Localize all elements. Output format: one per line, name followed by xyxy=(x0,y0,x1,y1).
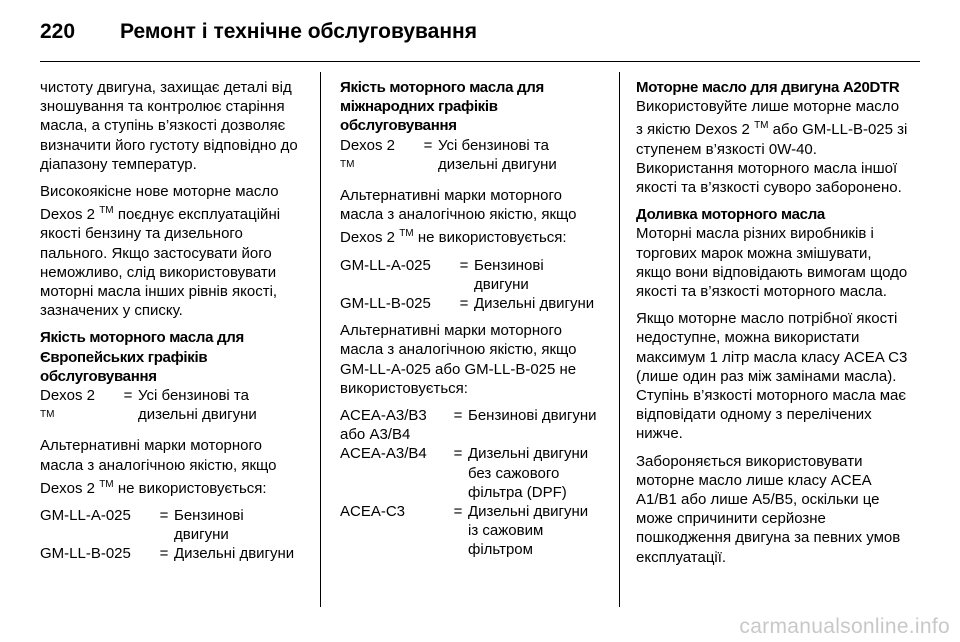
spec-value: Дизельні двигуни xyxy=(174,545,295,563)
paragraph: Якщо моторне масло потрібної якості недоступне, можна використати максимум 1 літр масла класу ACEA C3 (лише один раз між замінами масла). Ступінь в’язкості моторного масла має відповідати одному з перелічених нижче. xyxy=(636,310,908,443)
spec-key: ACEA-C3 xyxy=(340,503,406,521)
spec-eq: = xyxy=(453,445,463,463)
section-heading: Якість моторного масла для Європейських графіків обслуговування xyxy=(40,329,244,385)
text: Dexos 2 xyxy=(340,136,396,154)
paragraph xyxy=(636,97,908,197)
text: не використовується: xyxy=(113,479,267,497)
spec-value: Дизельні двигуни без сажового фільтра (DPF) xyxy=(468,445,589,501)
page-header xyxy=(40,12,477,52)
text: Dexos 2 xyxy=(40,387,96,405)
paragraph: чистоту двигуна, захищає деталі від зношування та контролює старіння масла, а ступінь в’язкості дозволяє визначити його густоту відповідно до діапазону температур. xyxy=(40,79,298,173)
header-rule xyxy=(40,61,920,62)
spec-value: Дизельні двигуни xyxy=(474,295,595,313)
spec-eq: = xyxy=(453,503,463,521)
paragraph xyxy=(340,186,602,248)
paragraph: Альтернативні марки моторного масла з аналогічною якістю, якщо GM-LL-A-025 або GM-LL-B-025 не використовується: xyxy=(340,322,577,397)
spec-key: ACEA-A3/B4 xyxy=(340,445,427,463)
spec-key: GM-LL-B-025 xyxy=(340,295,431,313)
paragraph xyxy=(40,436,302,498)
spec-table xyxy=(340,406,602,560)
column-2 xyxy=(340,78,602,568)
trademark: TM xyxy=(40,409,55,421)
paragraph: Забороняється використовувати моторне масло лише класу ACEA A1/B1 або лише A5/B5, оскільки це може спричинити серйозне пошкодження двигуна за певних умов експлуатації. xyxy=(636,452,901,566)
spec-eq: = xyxy=(459,256,469,274)
trademark: TM xyxy=(340,158,355,170)
trademark: TM xyxy=(754,120,769,132)
text: Високоякісне нове моторне масло Dexos 2 xyxy=(40,183,279,224)
spec-key: ACEA-A3/B3 або A3/B4 xyxy=(340,407,427,444)
spec-eq: = xyxy=(159,507,169,525)
text: не використовується: xyxy=(413,229,567,247)
trademark: TM xyxy=(99,478,114,490)
spec-eq: = xyxy=(123,387,133,405)
text: або GM-LL-B-025 зі ступенем в’язкості 0W-40. Використання моторного масла іншої якості та в’язкості суворо заборонено. xyxy=(636,121,908,197)
column-divider-1 xyxy=(320,72,321,607)
spec-value: Дизельні двигуни із сажовим фільтром xyxy=(468,503,589,559)
paragraph xyxy=(40,182,302,320)
text: Альтернативні марки моторного масла з аналогічною якістю, якщо Dexos 2 xyxy=(40,437,277,497)
spec-value: Бензинові двигуни xyxy=(174,507,244,544)
spec-value: Усі бензинові та дизельні двигуни xyxy=(138,387,257,424)
text: Альтернативні марки моторного масла з аналогічною якістю, якщо Dexos 2 xyxy=(340,187,577,247)
paragraph: Моторні масла різних виробників і торгових марок можна змішувати, якщо вони відповідають вимогам щодо якості та в’язкості моторного масла. xyxy=(636,225,908,301)
page-title: Ремонт і технічне обслуговування xyxy=(120,20,477,43)
section-heading: Якість моторного масла для міжнародних графіків обслуговування xyxy=(340,79,544,135)
spec-key xyxy=(340,136,418,178)
spec-table xyxy=(40,386,302,428)
text: поєднує експлуатаційні якості бензину та дизельного пального. Якщо застосувати його неможливо, слід використовувати моторні масла інших рівнів якості, зазначених у списку. xyxy=(40,206,281,320)
spec-value: Бензинові двигуни xyxy=(468,407,597,425)
column-3 xyxy=(636,78,908,575)
section-heading: Доливка моторного масла xyxy=(636,206,825,224)
spec-eq: = xyxy=(453,407,463,425)
spec-eq: = xyxy=(159,545,169,563)
spec-value: Усі бензинові та дизельні двигуни xyxy=(438,136,557,173)
watermark: carmanualsonline.info xyxy=(739,615,950,638)
text: Використовуйте лише моторне масло з якістю Dexos 2 xyxy=(636,98,900,139)
spec-key: GM-LL-A-025 xyxy=(40,507,131,525)
spec-eq: = xyxy=(423,136,433,154)
trademark: TM xyxy=(99,205,114,217)
spec-key: GM-LL-A-025 xyxy=(340,256,431,274)
spec-eq: = xyxy=(459,295,469,313)
spec-table xyxy=(340,136,602,178)
column-divider-2 xyxy=(619,72,620,607)
spec-table xyxy=(40,506,302,564)
trademark: TM xyxy=(399,228,414,240)
spec-value: Бензинові двигуни xyxy=(474,256,544,293)
column-1 xyxy=(40,78,302,572)
page-number: 220 xyxy=(40,20,76,43)
spec-key: GM-LL-B-025 xyxy=(40,545,131,563)
section-heading: Моторне масло для двигуна A20DTR xyxy=(636,79,900,96)
spec-key xyxy=(40,386,118,428)
spec-table xyxy=(340,256,602,314)
